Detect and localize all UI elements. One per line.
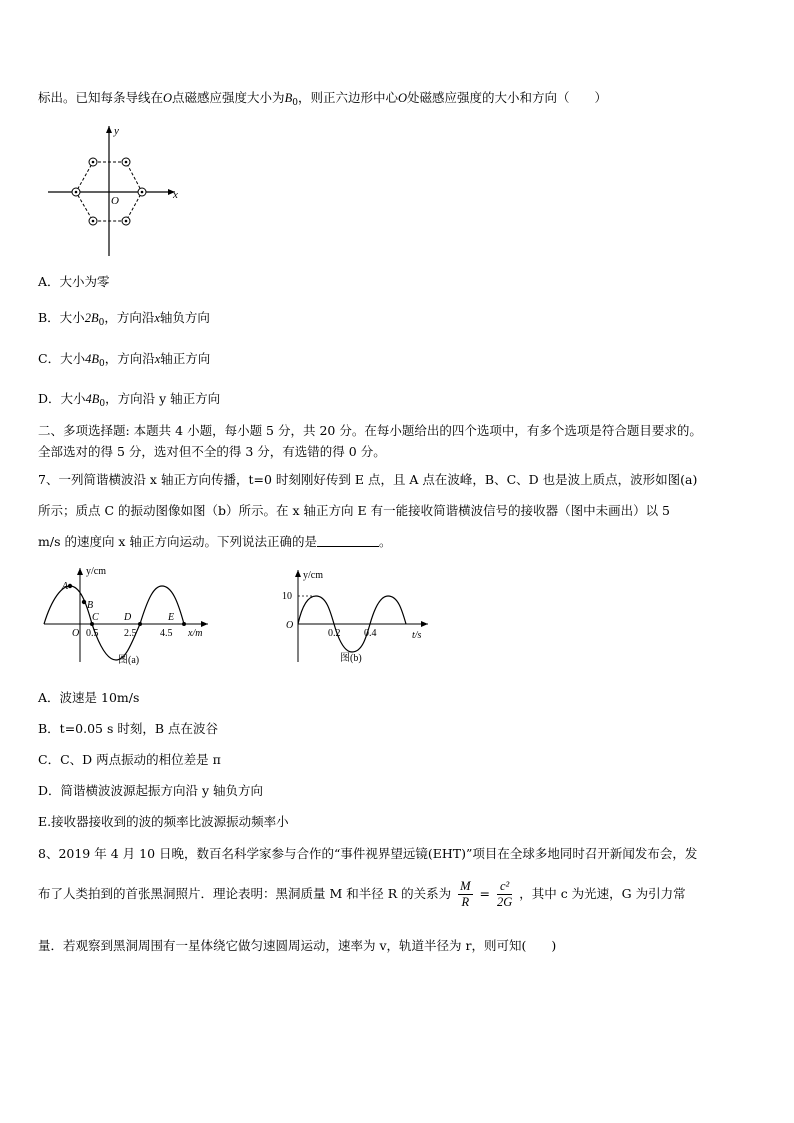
q6-option-b[interactable]: B．大小$2B_0$，方向沿x轴负方向 [38,310,210,328]
q7-option-d[interactable]: D．简谐横波波源起振方向沿 y 轴负方向 [38,783,264,798]
answer-blank[interactable] [317,535,379,547]
point-c-label: C [92,612,99,623]
fig-b-origin: O [286,620,294,631]
point-e-label: E [168,612,175,623]
fig-a-y-label: y/cm [86,566,106,577]
q8-stem-line2: 布了人类拍到的首张黑洞照片．理论表明：黑洞质量 M 和半径 R 的关系为 $\frac{M}{R}$ = $\frac{\text{c²}}{2G}$ ，其中 c 为光速，G 为引力常 [38,879,686,909]
q6-option-c[interactable]: C．大小$4B_0$，方向沿x轴正方向 [38,351,211,369]
fig-b-y-tick: 10 [282,591,292,602]
fig-b-caption: 图(b) [340,653,362,664]
q8-stem-line1: 8、2019 年 4 月 10 日晚，数百名科学家参与合作的“事件视界望远镜(EHT)”项目在全球多地同时召开新闻发布会，发 [38,846,698,861]
fig-a-x-label: x/m [188,628,203,639]
fig-a-tick-4-5: 4.5 [160,628,173,639]
q7-option-b[interactable]: B．t=0.05 s 时刻，B 点在波谷 [38,721,219,736]
section-heading-line1: 二、多项选择题: 本题共 4 小题，每小题 5 分，共 20 分。在每小题给出的四个选项中，有多个选项是符合题目要求的。 [38,423,702,438]
fig-b-y-label: y/cm [303,570,323,581]
q7-option-c[interactable]: C．C、D 两点振动的相位差是 π [38,752,221,767]
vibration-figure-b [278,566,438,670]
fraction-c2-over-2g: $\frac{\text{c²}}{2G}$ [496,879,513,909]
fig-b-tick-0-4: 0.4 [364,628,377,639]
point-a-label: A [62,581,69,592]
q6-stem: 标出。已知每条导线在O点磁感应强度大小为$B_0$，则正六边形中心O处磁感应强度的大小和方向（ ） [38,90,607,108]
q6-option-a[interactable]: A．大小为零 [38,274,110,289]
origin-label: O [111,195,119,207]
fig-b-tick-0-2: 0.2 [328,628,341,639]
q8-stem-line3: 量．若观察到黑洞周围有一星体绕它做匀速圆周运动，速率为 v，轨道半径为 r，则可知( ) [38,938,557,953]
wave-figure-a [40,562,230,670]
fig-a-caption: 图(a) [118,655,140,666]
q7-stem-line3: m/s 的速度向 x 轴正方向运动。下列说法正确的是 。 [38,534,392,549]
fraction-m-over-r: $\frac{M}{R}$ [460,879,471,909]
x-axis-label: x [173,189,178,201]
fig-a-origin: O [72,628,80,639]
q7-option-a[interactable]: A．波速是 10m/s [38,690,140,705]
q7-option-e[interactable]: E.接收器接收到的波的频率比波源振动频率小 [38,814,289,829]
section-heading-line2: 全部选对的得 5 分，选对但不全的得 3 分，有选错的得 0 分。 [38,444,386,459]
y-axis-label: y [114,125,119,137]
point-d-label: D [124,612,132,623]
q7-stem-line2: 所示；质点 C 的振动图像如图（b）所示。在 x 轴正方向 E 有一能接收简谐横波信号的接收器（图中未画出）以 5 [38,503,671,518]
fig-a-tick-0-5: 0.5 [86,628,99,639]
fig-b-x-label: t/s [412,630,422,641]
q6-option-d[interactable]: D．大小$4B_0$，方向沿 y 轴正方向 [38,391,221,409]
point-b-label: B [87,600,94,611]
fig-a-tick-2-5: 2.5 [124,628,137,639]
hexagon-wire-figure [40,118,190,263]
q7-stem-line1: 7、一列简谐横波沿 x 轴正方向传播，t=0 时刻刚好传到 E 点，且 A 点在波峰，B、C、D 也是波上质点，波形如图(a) [38,472,698,487]
